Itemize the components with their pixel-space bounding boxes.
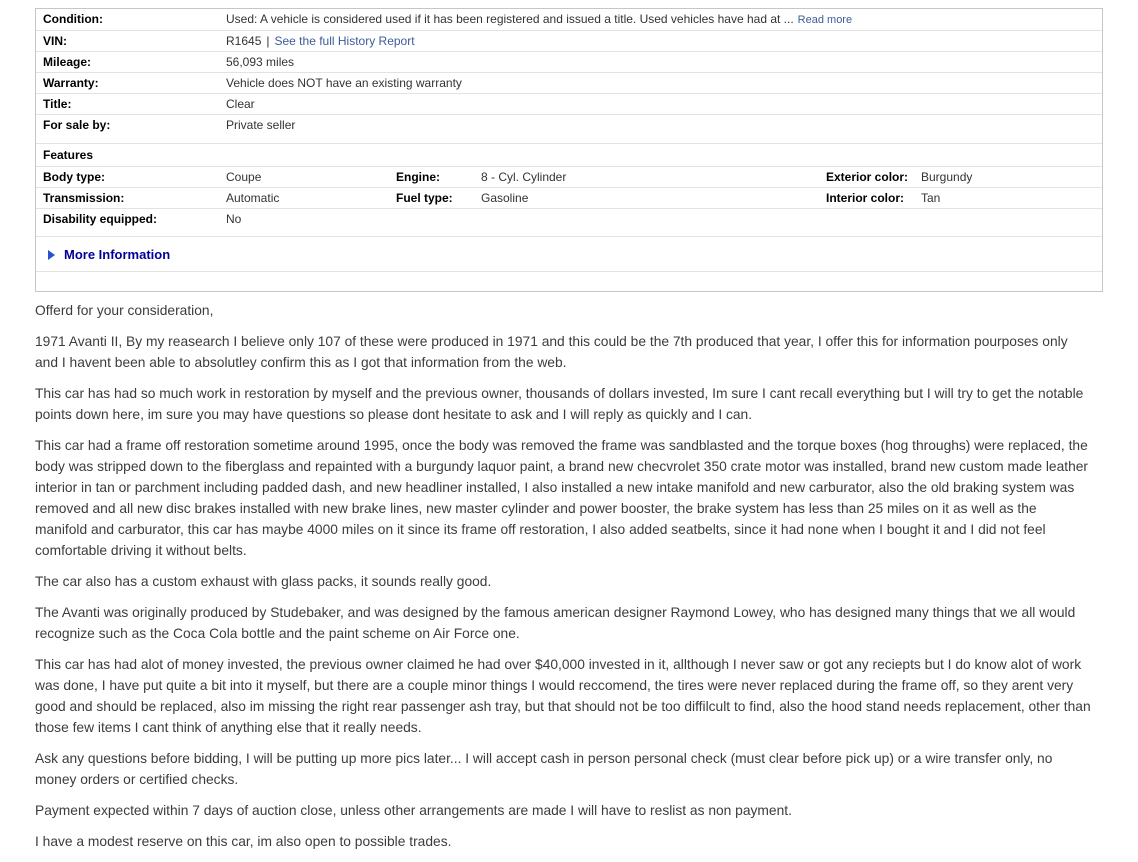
vin-label: VIN:: [43, 34, 67, 48]
body-type-value: Coupe: [226, 170, 262, 184]
description-paragraph: This car has had so much work in restoration by myself and the previous owner, thousands of dollars invested, Im sure I cant recall everything but I will try to get the notable points down here, im sure you may have questions so please dont hesitate to ask and I will reply as quickly and I can.: [35, 386, 1084, 422]
condition-value: [226, 13, 1094, 27]
description-paragraph: Ask any questions before bidding, I will be putting up more pics later... I will accept cash in person personal check (must clear before pick up) or a wire transfer only, no money orders or certified checks.: [35, 751, 1053, 787]
fuel-type-value: Gasoline: [481, 191, 529, 205]
description-paragraph: The Avanti was originally produced by Studebaker, and was designed by the famous american designer Raymond Lowey, who has designed many things that we all would recognize such as the Coca Cola bottle and the paint scheme on Air Force one.: [35, 605, 1076, 641]
more-information-link[interactable]: More Information: [64, 247, 171, 262]
description-paragraph: The car also has a custom exhaust with glass packs, it sounds really good.: [35, 574, 492, 589]
vin-separator: |: [266, 34, 270, 48]
disability-equipped-label: Disability equipped:: [43, 212, 158, 226]
expand-arrow-icon: [48, 250, 55, 260]
warranty-label: Warranty:: [43, 76, 99, 90]
title-label: Title:: [43, 97, 72, 111]
title-value: Clear: [226, 97, 255, 111]
description-paragraph: 1971 Avanti II, By my reasearch I believe only 107 of these were produced in 1971 and this could be the 7th produced that year, I offer this for information pourposes only and I havent been able to absolutley confirm this as I got that information from the web.: [35, 334, 1068, 370]
description-paragraph: This car has had alot of money invested, the previous owner claimed he had over $40,000 invested in it, allthough I never saw or got any reciepts but I do know alot of work was done, I have put quite a bit into it myself, but there are a couple minor things I would reccomend, the tires were never replaced during the frame off, so they arent very good and should be replaced, also im missing the right rear passenger ash tray, but that should not be too diffilcult to find, also the hood stand needs replacement, other than those few items I cant think of anything else that it really needs.: [35, 657, 1091, 735]
spec-row-mileage: [36, 52, 1102, 73]
description-paragraph: I have a modest reserve on this car, im also open to possible trades.: [35, 834, 452, 849]
spec-row-condition: [36, 9, 1102, 31]
interior-color-label: Interior color:: [826, 191, 905, 205]
for-sale-by-value: Private seller: [226, 118, 296, 132]
history-report-link[interactable]: See the full History Report: [274, 34, 415, 48]
description-paragraph: Offerd for your consideration,: [35, 303, 214, 318]
item-specifics-table: [35, 8, 1103, 292]
transmission-value: Automatic: [226, 191, 280, 205]
feature-row-1: [36, 167, 1102, 188]
more-information-row[interactable]: [36, 237, 1102, 272]
condition-label: Condition:: [43, 12, 103, 26]
warranty-value: Vehicle does NOT have an existing warranty: [226, 76, 462, 90]
exterior-color-value: Burgundy: [921, 170, 973, 184]
spec-row-warranty: [36, 73, 1102, 94]
engine-value: 8 - Cyl. Cylinder: [481, 170, 567, 184]
fuel-type-label: Fuel type:: [396, 191, 453, 205]
mileage-value: 56,093 miles: [226, 55, 295, 69]
interior-color-value: Tan: [921, 191, 941, 205]
for-sale-by-label: For sale by:: [43, 118, 111, 132]
description-paragraph: Payment expected within 7 days of auction close, unless other arrangements are made I will have to reslist as non payment.: [35, 803, 792, 818]
feature-row-2: [36, 188, 1102, 209]
condition-text: Used: A vehicle is considered used if it has been registered and issued a title. Used vehicles have had at ...: [226, 12, 794, 26]
features-heading: Features: [36, 144, 1102, 167]
read-more-link[interactable]: Read more: [797, 14, 853, 26]
disability-equipped-value: No: [226, 212, 242, 226]
seller-description: [35, 300, 1091, 862]
engine-label: Engine:: [396, 170, 440, 184]
vin-number: R1645: [226, 34, 262, 48]
transmission-label: Transmission:: [43, 191, 125, 205]
table-footer-spacer: [36, 272, 1102, 291]
spec-row-vin: [36, 31, 1102, 52]
spec-row-title: [36, 94, 1102, 115]
exterior-color-label: Exterior color:: [826, 170, 909, 184]
body-type-label: Body type:: [43, 170, 106, 184]
spec-row-for-sale-by: [36, 115, 1102, 144]
vin-value: [226, 35, 1094, 48]
feature-row-3: [36, 209, 1102, 237]
mileage-label: Mileage:: [43, 55, 92, 69]
description-paragraph: This car had a frame off restoration sometime around 1995, once the body was removed the frame was sandblasted and the torque boxes (hog throughs) were replaced, the body was stripped down to the fiberglass and repainted with a burgundy laquor paint, a brand new checvrolet 350 crate motor was installed, brand new custom made leather interior in tan or parchment including padded dash, and new headliner installed, I also installed a new intake manifold and new carburator, also the old braking system was removed and all new disc brakes installed with new brake lines, new master cylinder and power booster, the brake system has less than 25 miles on it as well as the manifold and carburator, this car has maybe 4000 miles on it since its frame off restoration, I also added seatbelts, since it had none when I bought it and I did not feel comfortable driving it without belts.: [35, 438, 1089, 558]
